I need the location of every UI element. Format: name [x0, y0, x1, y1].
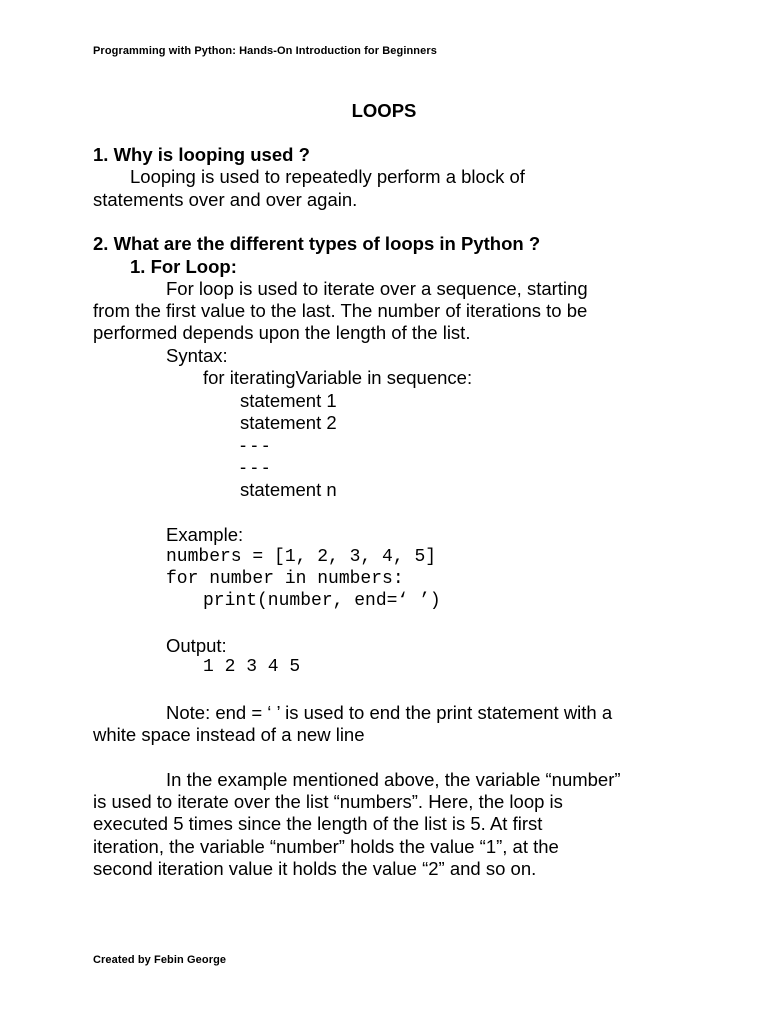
page-footer: Created by Febin George	[93, 954, 227, 966]
page-title: LOOPS	[351, 100, 417, 121]
answer-1-line-1: Looping is used to repeatedly perform a block of	[130, 166, 525, 187]
for-loop-desc-line-2: from the first value to the last. The number of iterations to be	[93, 300, 588, 321]
example-label: Example:	[166, 524, 244, 545]
for-loop-heading: 1. For Loop:	[130, 256, 237, 277]
syntax-ellipsis-2: - - -	[240, 456, 269, 477]
code-line-3: print(number, end=‘ ’)	[203, 591, 441, 611]
explanation-line-4: iteration, the variable “number” holds the value “1”, at the	[93, 836, 559, 857]
code-line-2: for number in numbers:	[166, 569, 404, 589]
code-line-1: numbers = [1, 2, 3, 4, 5]	[166, 547, 437, 567]
note-line-2: white space instead of a new line	[93, 724, 365, 745]
for-loop-desc-line-1: For loop is used to iterate over a sequence, starting	[166, 278, 588, 299]
syntax-line: for iteratingVariable in sequence:	[203, 367, 473, 388]
explanation-line-2: is used to iterate over the list “numbers”. Here, the loop is	[93, 791, 563, 812]
page-header: Programming with Python: Hands-On Introduction for Beginners	[93, 45, 437, 57]
question-1-heading: 1. Why is looping used ?	[93, 144, 310, 165]
note-line-1: Note: end = ‘ ’ is used to end the print statement with a	[166, 702, 613, 723]
explanation-line-1: In the example mentioned above, the variable “number”	[166, 769, 621, 790]
explanation-line-3: executed 5 times since the length of the list is 5. At first	[93, 813, 543, 834]
output-label: Output:	[166, 635, 227, 656]
question-2-heading: 2. What are the different types of loops in Python ?	[93, 233, 541, 254]
syntax-ellipsis-1: - - -	[240, 434, 269, 455]
syntax-statement-1: statement 1	[240, 390, 337, 411]
syntax-statement-n: statement n	[240, 479, 337, 500]
syntax-label: Syntax:	[166, 345, 228, 366]
syntax-statement-2: statement 2	[240, 412, 337, 433]
explanation-line-5: second iteration value it holds the value “2” and so on.	[93, 858, 537, 879]
for-loop-desc-line-3: performed depends upon the length of the list.	[93, 322, 471, 343]
output-value: 1 2 3 4 5	[203, 657, 301, 677]
answer-1-line-2: statements over and over again.	[93, 189, 358, 210]
